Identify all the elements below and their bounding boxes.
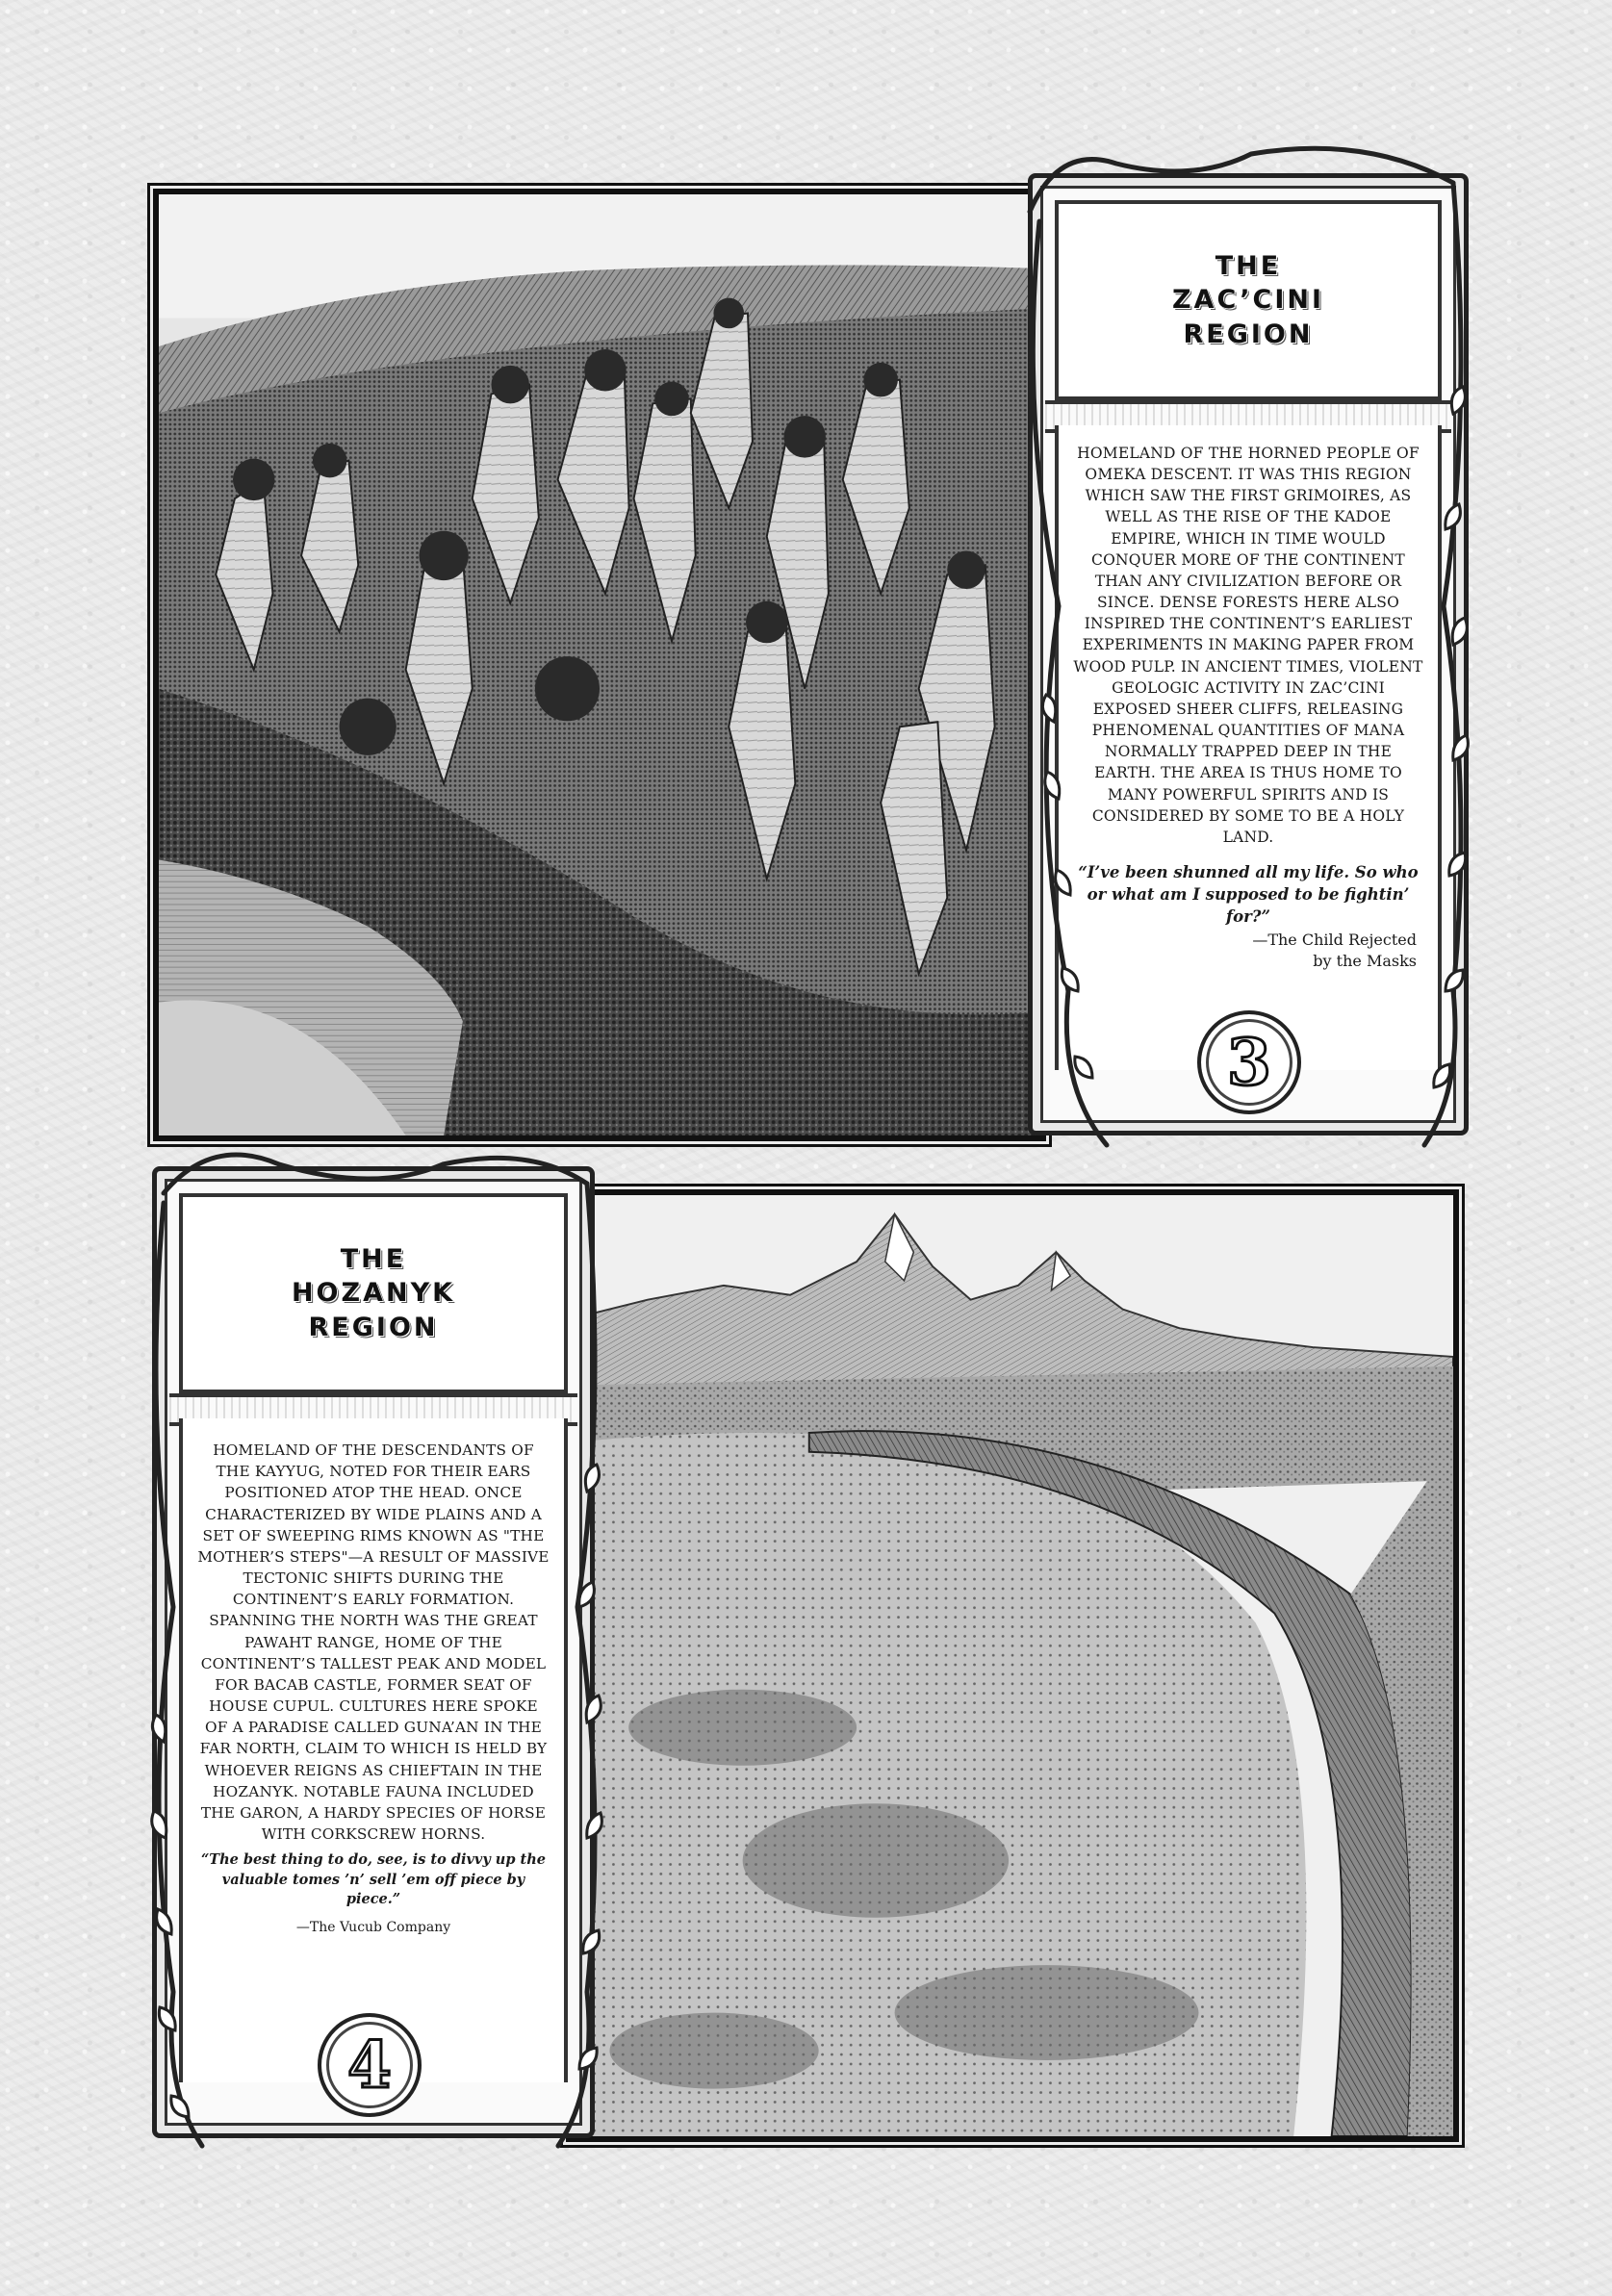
sign-body [179,1418,568,2082]
region-number-badge: 3 [1197,1010,1301,1114]
sign-title-box [1055,200,1442,400]
region-description: HOMELAND OF THE DESCENDANTS OF THE KAYYUG, NOTED FOR THEIR EARS POSITIONED ATOP THE HEAD. ONCE CHARACTERIZED BY WIDE PLAINS AND A SET OF SWEEPING RIMS KNOWN AS "THE MOTHER’S STEPS"—A RESULT OF MASSIVE TECTONIC SHIFTS DURING THE CONTINENT’S EARLY FORMATION. SPANNING THE NORTH WAS THE GREAT PAWAHT RANGE, HOME OF THE CONTINENT’S TALLEST PEAK AND MODEL FOR BACAB CASTLE, FORMER SEAT OF HOUSE CUPUL. CULTURES HERE SPOKE OF A PARADISE CALLED GUNA’AN IN THE FAR NORTH, CLAIM TO WHICH IS HELD BY WHOEVER REIGNS AS CHIEFTAIN IN THE HOZANYK. NOTABLE FAUNA INCLUDED THE GARON, A HARDY SPECIES OF HORSE WITH CORKSCREW HORNS. [197,1441,550,1844]
zaccini-illustration [153,189,1046,1141]
region-description: HOMELAND OF THE HORNED PEOPLE OF OMEKA DESCENT. IT WAS THIS REGION WHICH SAW THE FIRST GRIMOIRES, AS WELL AS THE RISE OF THE KADOE EMPIRE, WHICH IN TIME WOULD CONQUER MORE OF THE CONTINENT THAN ANY CIVILIZATION BEFORE OR SINCE. DENSE FORESTS HERE ALSO INSPIRED THE CONTINENT’S EARLIEST EXPERIMENTS IN MAKING PAPER FROM WOOD PULP. IN ANCIENT TIMES, VIOLENT GEOLOGIC ACTIVITY IN ZAC’CINI EXPOSED SHEER CLIFFS, RELEASING PHENOMENAL QUANTITIES OF MANA NORMALLY TRAPPED DEEP IN THE EARTH. THE AREA IS THUS HOME TO MANY POWERFUL SPIRITS AND IS CONSIDERED BY SOME TO BE A HOLY LAND. [1073,445,1423,846]
quote-attribution: —The Child Rejected by the Masks [1252,931,1417,970]
region-sign-hozanyk [152,1166,595,2138]
region-title: THE HOZANYK REGION [291,1243,456,1342]
region-title: THE ZAC’CINI REGION [1171,250,1325,349]
quote-attribution: —The Vucub Company [295,1920,451,1936]
hozanyk-illustration [566,1189,1459,2142]
region-sign-zaccini [1028,173,1469,1135]
region-quote: “The best thing to do, see, is to divvy up the valuable tomes ’n’ sell ’em off piece by piece.” [200,1851,547,1907]
region-quote: “I’ve been shunned all my life. So who or what am I supposed to be fightin’ for?” [1078,862,1419,927]
plains-mountain-drawing [572,1195,1453,2136]
cliff-forest-drawing [159,194,1040,1135]
region-number-badge: 4 [318,2013,422,2117]
sign-body [1055,425,1442,1070]
sign-title-box [179,1193,568,1393]
